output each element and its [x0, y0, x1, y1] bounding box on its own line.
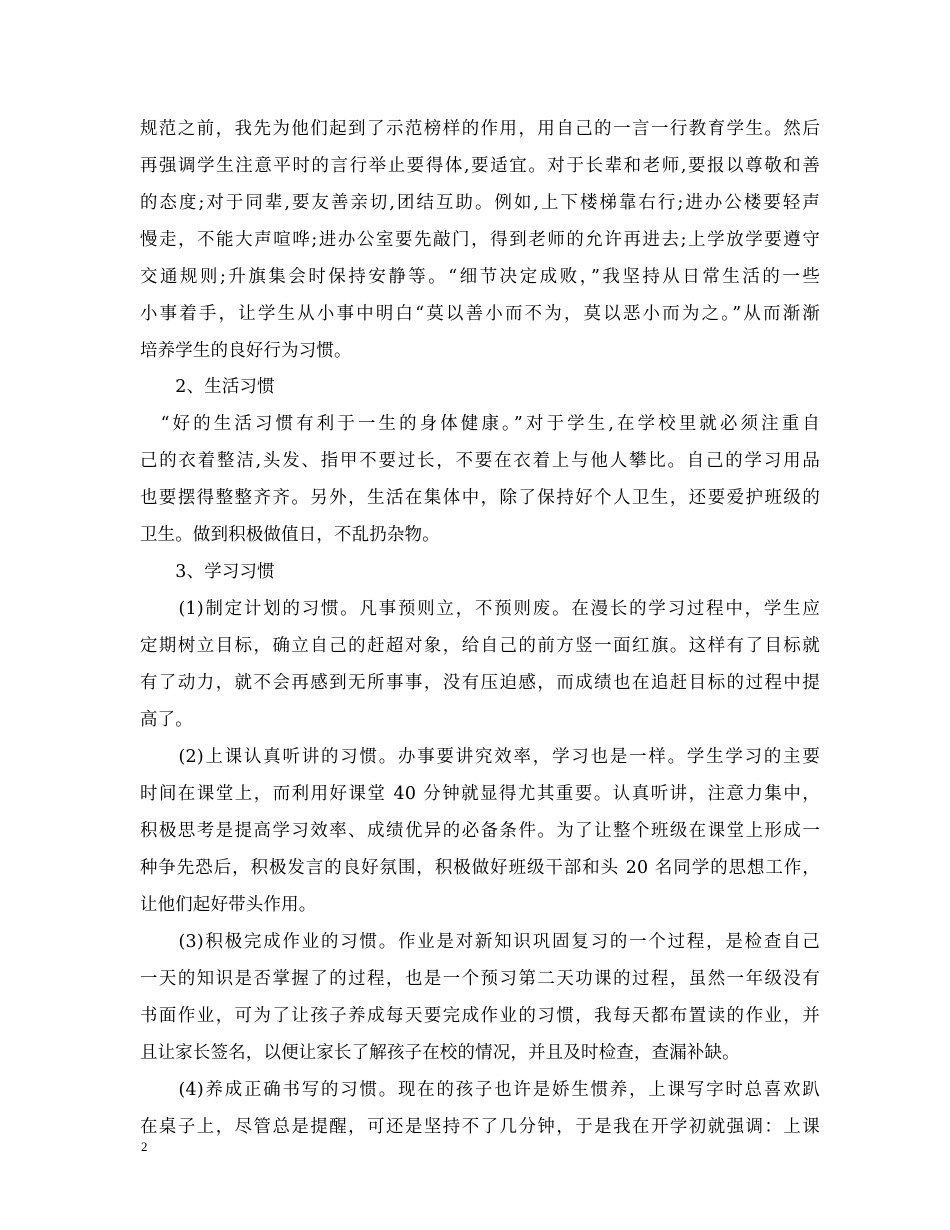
- text-line: 小事着手，让学生从小事中明白“莫以善小而不为，莫以恶小而为之。”从而渐渐: [140, 304, 820, 324]
- text-line: 书面作业，可为了让孩子养成每天要完成作业的习惯，我每天都布置读的作业，并: [140, 1006, 820, 1026]
- text-line: 高了。: [140, 710, 193, 730]
- text-line: 让他们起好带头作用。: [140, 895, 317, 915]
- text-line: 培养学生的良好行为习惯。: [140, 341, 352, 361]
- section-heading: 3、学习习惯: [140, 562, 275, 582]
- text-line: 定期树立目标，确立自己的赶超对象，给自己的前方竖一面红旗。这样有了目标就: [140, 636, 820, 656]
- text-line: 慢走，不能大声喧哗;进办公室要先敲门，得到老师的允许再进去;上学放学要遵守: [140, 230, 820, 250]
- text-line: 卫生。做到积极做值日，不乱扔杂物。: [140, 525, 440, 545]
- text-line: 的态度;对于同辈,要友善亲切,团结互助。例如,上下楼梯靠右行;进办公楼要轻声: [140, 193, 820, 213]
- text-line: (1)制定计划的习惯。凡事预则立，不预则废。在漫长的学习过程中，学生应: [140, 599, 820, 619]
- text-line: (4)养成正确书写的习惯。现在的孩子也许是娇生惯养，上课写字时总喜欢趴: [140, 1080, 820, 1100]
- text-line: (3)积极完成作业的习惯。作业是对新知识巩固复习的一个过程，是检查自己: [140, 932, 820, 952]
- text-line: 己的衣着整洁,头发、指甲不要过长，不要在衣着上与他人攀比。自己的学习用品: [140, 451, 820, 471]
- text-line: 交通规则;升旗集会时保持安静等。“细节决定成败，”我坚持从日常生活的一些: [140, 267, 820, 287]
- text-line: 一天的知识是否掌握了的过程，也是一个预习第二天功课的过程，虽然一年级没有: [140, 969, 820, 989]
- text-line: 积极思考是提高学习效率、成绩优异的必备条件。为了让整个班级在课堂上形成一: [140, 821, 820, 841]
- text-line: 规范之前，我先为他们起到了示范榜样的作用，用自己的一言一行教育学生。然后: [140, 119, 820, 139]
- text-line: “好的生活习惯有利于一生的身体健康。”对于学生,在学校里就必须注重自: [140, 414, 820, 434]
- text-line: 有了动力，就不会再感到无所事事，没有压迫感，而成绩也在追赶目标的过程中提: [140, 673, 820, 693]
- text-line: 再强调学生注意平时的言行举止要得体,要适宜。对于长辈和老师,要报以尊敬和善: [140, 156, 820, 176]
- text-line: 且让家长签名，以便让家长了解孩子在校的情况，并且及时检查，查漏补缺。: [140, 1043, 740, 1063]
- text-line: 也要摆得整整齐齐。另外，生活在集体中，除了保持好个人卫生，还要爱护班级的: [140, 488, 820, 508]
- text-line: (2)上课认真听讲的习惯。办事要讲究效率，学习也是一样。学生学习的主要: [140, 747, 820, 767]
- section-heading: 2、生活习惯: [140, 377, 275, 397]
- text-line: 在桌子上，尽管总是提醒，可还是坚持不了几分钟，于是我在开学初就强调：上课: [140, 1117, 820, 1137]
- text-line: 种争先恐后，积极发言的良好氛围，积极做好班级干部和头 20 名同学的思想工作，: [140, 858, 820, 878]
- page-number: 2: [141, 1139, 148, 1154]
- text-line: 时间在课堂上，而利用好课堂 40 分钟就显得尤其重要。认真听讲，注意力集中，: [140, 784, 820, 804]
